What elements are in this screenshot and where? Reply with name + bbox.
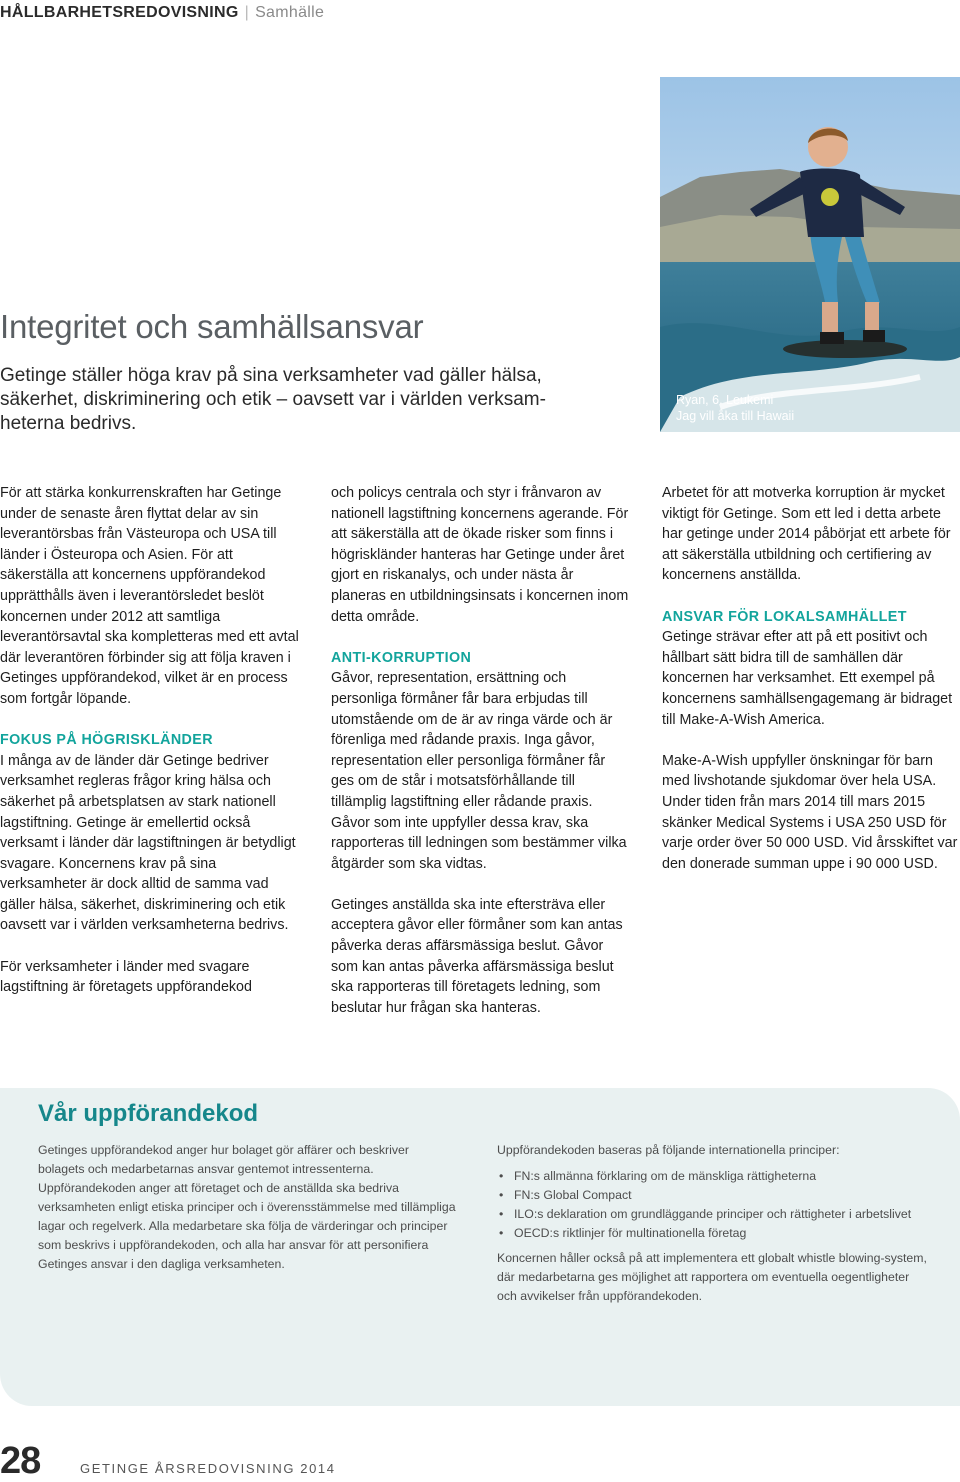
col3-heading-local-community: ANSVAR FÖR LOKALSAMHÄLLET (662, 608, 907, 625)
col2-paragraph-1: och policys centrala och styr i frånvaron av nationell lagstiftning koncernens agerande. För att säkerställa att de ökade risker som finns i högriskländer hanteras har Getinge under året gjort en riskanalys, och under nästa år planeras en utbildningsinsats i koncernen inom detta område. (331, 485, 629, 625)
subsection-name: Samhälle (255, 4, 325, 21)
col3-paragraph-2: Getinge strävar efter att på ett positivt och hållbart sätt bidra till de samhällen där koncernen har verksamhet. Ett exempel på koncernens samhällsengagemang är bidraget till Make-A-Wish America. (662, 629, 953, 728)
principles-intro: Uppförandekoden baseras på följande internationella principer: (497, 1143, 840, 1157)
col2-heading-anti-corruption: ANTI-KORRUPTION (331, 649, 472, 666)
text-column-1 (0, 483, 300, 998)
lede-paragraph: Getinge ställer höga krav på sina verksamheter vad gäller hälsa, säkerhet, diskriminering och etik – oavsett var i världen verksamheterna bedrivs. (0, 365, 546, 434)
page-number: 28 (0, 1440, 41, 1482)
page-title: Integritet och samhällsansvar (0, 308, 424, 345)
code-of-conduct-description: Getinges uppförandekod anger hur bolaget gör affärer och beskriver bolagets och medarbetarnas ansvar gentemot intressenterna. Uppförandekoden anger att företaget och de anställda ska bedriva verksamheten enligt etiska principer och i överensstämmelse med tillämpliga lagar och regelverk. Alla medarbetare ska följa de värderingar och principer som beskrivs i uppförandekoden, och alla har ansvar för att personifiera Getinges ansvar i den dagliga verksamheten. (38, 1143, 456, 1271)
publication-title: GETINGE ÅRSREDOVISNING 2014 (80, 1461, 336, 1476)
code-of-conduct-principles (497, 1141, 927, 1306)
photo-caption (676, 392, 794, 424)
col2-paragraph-3: Getinges anställda ska inte eftersträva eller acceptera gåvor eller förmåner som kan antas påverka deras affärsmässiga beslut. Gåvor som kan antas påverka affärsmässiga beslut ska rapporteras till företagets ledning, som beslutar hur frågan ska hanteras. (331, 896, 623, 1016)
caption-name-line: Ryan, 6. Leukemi (676, 393, 774, 407)
caption-wish-line: Jag vill åka till Hawaii (676, 409, 795, 423)
principle-item: • FN:s allmänna förklaring om de mänskliga rättigheterna (497, 1167, 927, 1186)
whistleblowing-note: Koncernen håller också på att implementera ett globalt whistle blowing-system, där medarbetarna ges möjlighet att rapportera om eventuella oegentligheter och avvikelser från uppförandekoden. (497, 1251, 927, 1303)
text-column-3 (662, 483, 960, 874)
col1-paragraph-2: I många av de länder där Getinge bedriver verksamhet regleras frågor kring hälsa och säkerhet på arbetsplatsen av stark nationell lagstiftning. Getinge är emellertid också verksamt i länder där lagstiftningen är betydligt svagare. Koncernens krav på sina verksamheter är dock alltid de samma vad gäller hälsa, säkerhet, diskriminering och etik oavsett var i världen verksamheterna bedrivs. (0, 752, 296, 934)
principle-item: • OECD:s riktlinjer för multinationella företag (497, 1224, 927, 1243)
col1-heading-high-risk: FOKUS PÅ HÖGRISKLÄNDER (0, 732, 213, 749)
col3-paragraph-3: Make-A-Wish uppfyller önskningar för barn med livshotande sjukdomar över hela USA. Under tiden från mars 2014 till mars 2015 skänker Medical Systems i USA 250 USD för varje order över 50 000 USD. Vid årsskiftet var den donerade summan uppe i 90 000 USD. (662, 752, 958, 872)
col2-paragraph-2: Gåvor, representation, ersättning och personliga förmåner får bara erbjudas till utomstående om de är av ringa värde och är förenliga med rådande praxis. Inga gåvor, representation eller personliga förmåner får ges om de står i motsatsförhållande till tillämplig lagstiftning eller rådande praxis. Gåvor som inte uppfyller dessa krav, ska rapporteras till ledningen som bestämmer vilka åtgärder som ska vidtas. (331, 670, 627, 872)
header-separator: | (244, 4, 250, 21)
text-column-2 (331, 483, 631, 1018)
principles-list (497, 1167, 927, 1243)
col3-paragraph-1: Arbetet för att motverka korruption är mycket viktigt för Getinge. Som ett led i detta arbete har getinge under 2014 påbörjat ett arbete för att säkerställa utbildning och certifiering av koncernens anställda. (662, 485, 951, 584)
photo-illustration (660, 77, 960, 432)
col1-paragraph-1: För att stärka konkurrenskraften har Getinge under de senaste åren flyttat delar av sin leverantörsbas från Västeuropa och USA till länder i Östeuropa och Asien. För att säkerställa att koncernens uppförandekod upprätthålls även i leverantörsledet beslöt koncernen under 2012 att samtliga leverantörsavtal ska kompletteras med ett avtal där leverantören förbinder sig att följa kraven i Getinges uppförandekod, vilket är en process som fortgår löpande. (0, 485, 299, 707)
col1-paragraph-3: För verksamheter i länder med svagare lagstiftning är företagets uppförandekod (0, 958, 252, 996)
principle-item: • FN:s Global Compact (497, 1186, 927, 1205)
section-name: HÅLLBARHETSREDOVISNING (0, 4, 239, 21)
section-header (0, 4, 324, 22)
wakeboard-photo (660, 77, 960, 432)
principle-item: • ILO:s deklaration om grundläggande principer och rättigheter i arbetslivet (497, 1205, 927, 1224)
code-of-conduct-title: Vår uppförandekod (38, 1100, 259, 1127)
